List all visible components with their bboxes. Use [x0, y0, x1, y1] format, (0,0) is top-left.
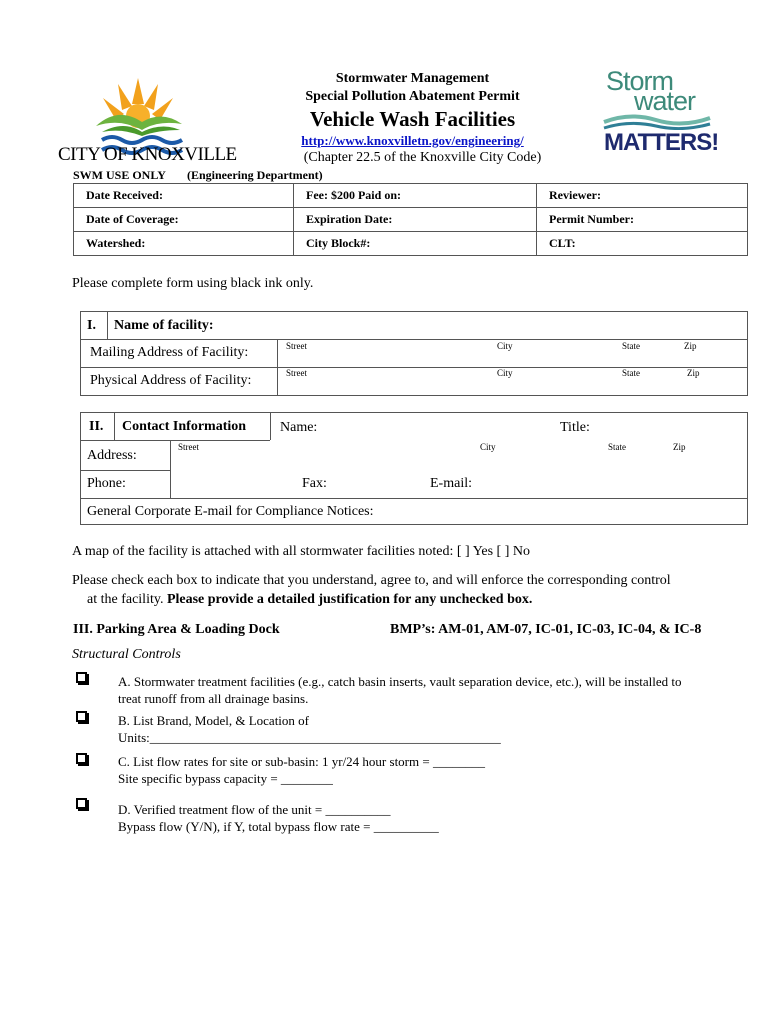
mailing-city-field[interactable]: City	[497, 341, 513, 351]
engineering-department-label: (Engineering Department)	[187, 168, 323, 182]
map-attached-statement: A map of the facility is attached with all stormwater facilities noted: [ ] Yes [ ] No	[72, 544, 530, 559]
divider	[80, 440, 270, 441]
city-block-field[interactable]: City Block#:	[294, 232, 537, 256]
item-d-line-1: D. Verified treatment flow of the unit = __________	[118, 802, 391, 817]
date-received-field[interactable]: Date Received:	[74, 184, 294, 208]
clt-field[interactable]: CLT:	[537, 232, 748, 256]
date-of-coverage-field[interactable]: Date of Coverage:	[74, 208, 294, 232]
check-instruction-text: at the facility.	[87, 592, 167, 607]
structural-controls-heading: Structural Controls	[72, 647, 181, 662]
contact-city-field[interactable]: City	[480, 442, 496, 452]
item-c-line-1: C. List flow rates for site or sub-basin: 1 yr/24 hour storm = ________	[118, 754, 485, 769]
logo-wave-icon	[600, 112, 715, 130]
ink-instructions: Please complete form using black ink only.	[72, 276, 314, 291]
item-a-checkbox[interactable]	[76, 672, 87, 683]
item-b-line-1: B. List Brand, Model, & Location of	[118, 713, 310, 728]
section-2-number: II.	[89, 419, 104, 434]
divider	[80, 367, 748, 368]
facility-name-label: Name of facility:	[114, 318, 214, 333]
bmp-list: BMP’s: AM-01, AM-07, IC-01, IC-03, IC-04, & IC-8	[390, 622, 702, 637]
divider	[114, 412, 115, 440]
stormwater-matters-logo-icon	[600, 66, 719, 161]
divider	[170, 440, 171, 498]
divider	[277, 339, 278, 396]
table-row	[74, 184, 748, 208]
chapter-reference: (Chapter 22.5 of the Knoxville City Code)	[303, 150, 542, 165]
item-b-text	[118, 712, 738, 746]
item-b-checkbox[interactable]	[76, 711, 87, 722]
section-3-heading: III. Parking Area & Loading Dock	[73, 622, 280, 637]
expiration-date-field[interactable]: Expiration Date:	[294, 208, 537, 232]
contact-title-field[interactable]: Title:	[560, 420, 590, 435]
mailing-state-field[interactable]: State	[622, 341, 640, 351]
contact-information-label: Contact Information	[122, 419, 247, 434]
corporate-email-field[interactable]: General Corporate E-mail for Compliance Notices:	[87, 504, 374, 519]
contact-street-field[interactable]: Street	[178, 442, 199, 452]
divider	[80, 339, 748, 340]
contact-name-field[interactable]: Name:	[280, 420, 318, 435]
item-a-text	[118, 673, 738, 707]
city-name-logo-text: CITY OF KNOXVILLE	[58, 144, 237, 165]
swm-use-only-label: SWM USE ONLY	[73, 168, 166, 182]
physical-zip-field[interactable]: Zip	[687, 368, 700, 378]
contact-phone-field[interactable]: Phone:	[87, 476, 126, 491]
contact-state-field[interactable]: State	[608, 442, 626, 452]
physical-state-field[interactable]: State	[622, 368, 640, 378]
watershed-field[interactable]: Watershed:	[74, 232, 294, 256]
divider	[270, 412, 271, 440]
physical-city-field[interactable]: City	[497, 368, 513, 378]
check-instruction-line-1: Please check each box to indicate that you understand, agree to, and will enforce the corresponding control	[72, 573, 671, 588]
permit-number-field[interactable]: Permit Number:	[537, 208, 748, 232]
mailing-address-label: Mailing Address of Facility:	[90, 345, 249, 360]
header-line-2: Special Pollution Abatement Permit	[305, 89, 520, 104]
divider	[107, 311, 108, 339]
contact-fax-field[interactable]: Fax:	[302, 476, 327, 491]
header-line-1: Stormwater Management	[335, 71, 490, 86]
divider	[80, 470, 170, 471]
mailing-zip-field[interactable]: Zip	[684, 341, 697, 351]
item-d-checkbox[interactable]	[76, 798, 87, 809]
contact-zip-field[interactable]: Zip	[673, 442, 686, 452]
fee-field[interactable]: Fee: $200 Paid on:	[294, 184, 537, 208]
item-b-line-2: Units:______________________________________________________	[118, 730, 501, 745]
item-c-line-2: Site specific bypass capacity = ________	[118, 771, 333, 786]
mailing-street-field[interactable]: Street	[286, 341, 307, 351]
section-1-number: I.	[87, 318, 96, 333]
physical-street-field[interactable]: Street	[286, 368, 307, 378]
item-d-line-2: Bypass flow (Y/N), if Y, total bypass flow rate = __________	[118, 819, 439, 834]
physical-address-label: Physical Address of Facility:	[90, 373, 252, 388]
table-row	[74, 232, 748, 256]
item-c-checkbox[interactable]	[76, 753, 87, 764]
office-use-table	[73, 183, 748, 256]
item-d-text	[118, 801, 738, 835]
item-a-line-1: A. Stormwater treatment facilities (e.g., catch basin inserts, vault separation device, etc.), will be installed to	[118, 674, 682, 689]
page-title: Vehicle Wash Facilities	[309, 107, 516, 131]
logo-water-text: water	[634, 86, 696, 116]
contact-address-label: Address:	[87, 448, 137, 463]
engineering-url-link[interactable]: http://www.knoxvilletn.gov/engineering/	[301, 133, 524, 148]
check-instruction-line-2	[87, 592, 532, 608]
logo-storm-text: Storm	[606, 66, 674, 96]
justification-instruction: Please provide a detailed justification for any unchecked box.	[166, 592, 533, 607]
contact-email-field[interactable]: E-mail:	[430, 476, 472, 491]
logo-matters-text: MATTERS!	[604, 129, 719, 156]
reviewer-field[interactable]: Reviewer:	[537, 184, 748, 208]
item-c-text	[118, 753, 738, 787]
table-row	[74, 208, 748, 232]
divider	[80, 498, 748, 499]
item-a-line-2: treat runoff from all drainage basins.	[118, 691, 309, 706]
